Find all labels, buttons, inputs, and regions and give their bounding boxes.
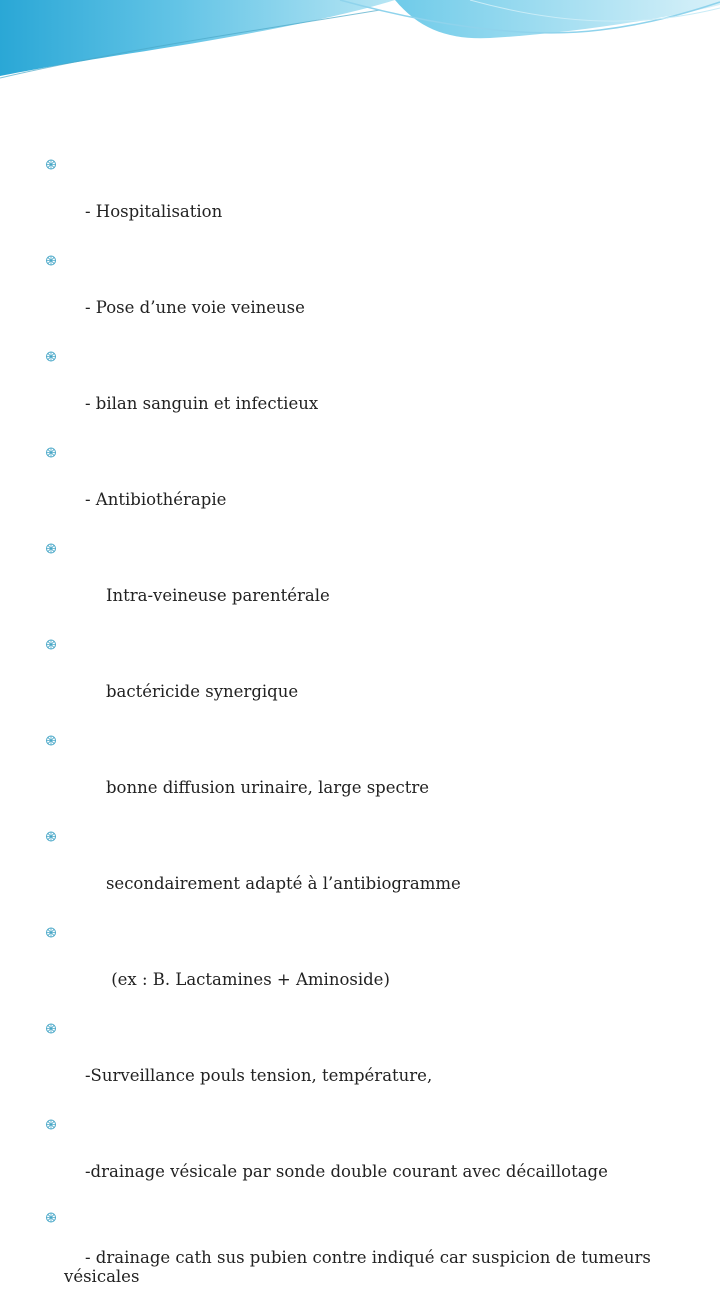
wheel-bullet-icon (44, 1212, 58, 1223)
wheel-bullet-icon (44, 543, 58, 554)
list-item-text: bactéricide synergique (84, 682, 299, 701)
list-item-text: Intra-veineuse parentérale (84, 586, 330, 605)
list-item-text: - bilan sanguin et infectieux (84, 394, 319, 413)
list-item (44, 344, 684, 440)
wheel-bullet-icon (44, 447, 58, 458)
list-item (44, 248, 684, 344)
list-item-text: -Surveillance pouls tension, température, (84, 1066, 433, 1085)
list-item (44, 1208, 684, 1305)
list-item (44, 440, 684, 536)
list-item-text: - Hospitalisation (84, 202, 223, 221)
list-item (44, 824, 684, 920)
wheel-bullet-icon (44, 1023, 58, 1034)
list-item (44, 920, 684, 1016)
wheel-bullet-icon (44, 255, 58, 266)
list-item-text: - Pose d’une voie veineuse (84, 298, 305, 317)
list-item-text: - drainage cath sus pubien contre indiqué car suspicion de tumeurs vésicales (64, 1248, 657, 1286)
wheel-bullet-icon (44, 159, 58, 170)
wheel-bullet-icon (44, 1119, 58, 1130)
header-wave-banner (0, 0, 720, 90)
list-item (44, 1112, 684, 1208)
wheel-bullet-icon (44, 927, 58, 938)
list-item-text: (ex : B. Lactamines + Aminoside) (84, 970, 390, 989)
wheel-bullet-icon (44, 735, 58, 746)
list-item (44, 536, 684, 632)
wheel-bullet-icon (44, 831, 58, 842)
list-item-text: bonne diffusion urinaire, large spectre (84, 778, 430, 797)
list-item (44, 1016, 684, 1112)
list-item-text: -drainage vésicale par sonde double courant avec décaillotage (84, 1162, 608, 1181)
wheel-bullet-icon (44, 639, 58, 650)
list-item (44, 728, 684, 824)
list-item (44, 152, 684, 248)
list-item (44, 632, 684, 728)
slide-bullet-list (44, 152, 684, 1305)
list-item-text: - Antibiothérapie (84, 490, 227, 509)
list-item-text: secondairement adapté à l’antibiogramme (84, 874, 461, 893)
wheel-bullet-icon (44, 351, 58, 362)
